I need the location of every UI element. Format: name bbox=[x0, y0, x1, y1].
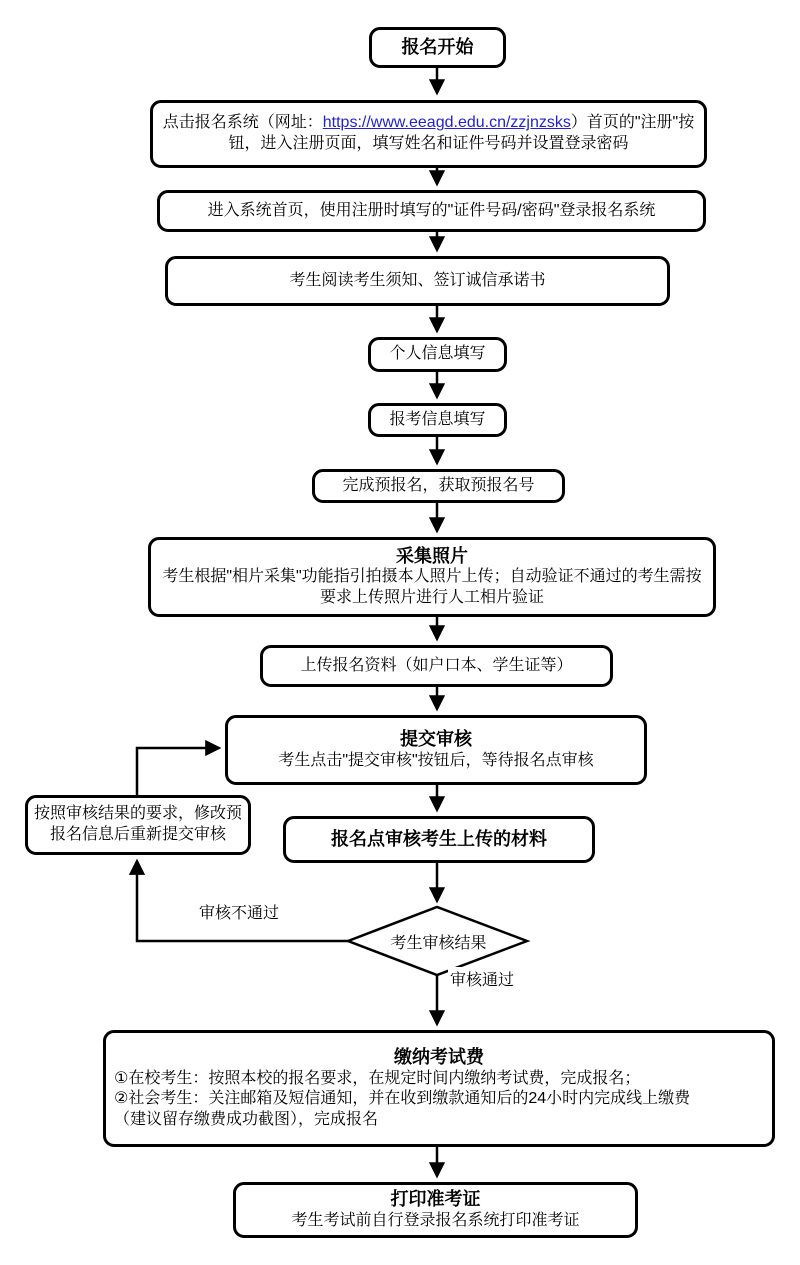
pay-fee-line3: （建议留存缴费成功截图），完成报名 bbox=[114, 1111, 379, 1129]
apply-info-text: 报考信息填写 bbox=[389, 410, 486, 428]
node-personal-info bbox=[368, 337, 507, 372]
login-text: 进入系统首页，使用注册时填写的"证件号码/密码"登录报名系统 bbox=[207, 201, 656, 219]
print-ticket-text: 考生考试前自行登录报名系统打印准考证 bbox=[291, 1211, 580, 1229]
register-text bbox=[159, 113, 698, 155]
upload-materials-text: 上传报名资料（如户口本、学生证等） bbox=[300, 656, 573, 674]
node-pay-fee bbox=[103, 1030, 775, 1147]
modify-resubmit-text: 按照审核结果的要求，修改预报名信息后重新提交审核 bbox=[34, 805, 243, 843]
pre-register-text: 完成预报名，获取预报名号 bbox=[342, 476, 535, 494]
node-upload-materials bbox=[260, 645, 613, 687]
start-label: 报名开始 bbox=[401, 37, 474, 58]
edge-label-review-fail: 审核不通过 bbox=[197, 900, 281, 923]
submit-review-text: 考生点击"提交审核"按钮后，等待报名点审核 bbox=[278, 751, 594, 769]
register-text-after: ）首页的"注册"按钮，进入注册页面，填写姓名和证件号码并设置登录密码 bbox=[228, 114, 695, 152]
node-apply-info bbox=[368, 403, 507, 437]
node-read-notice bbox=[165, 256, 670, 306]
register-text-before: 点击报名系统（网址： bbox=[162, 114, 323, 132]
node-pre-register bbox=[312, 469, 565, 503]
pay-fee-line1: ①在校考生：按照本校的报名要求，在规定时间内缴纳考试费，完成报名； bbox=[114, 1069, 641, 1087]
node-modify-resubmit bbox=[25, 795, 251, 855]
pay-fee-title: 缴纳考试费 bbox=[394, 1047, 484, 1068]
site-review-title: 报名点审核考生上传的材料 bbox=[331, 829, 547, 850]
node-photo-collect bbox=[148, 537, 716, 617]
submit-review-title: 提交审核 bbox=[400, 729, 472, 750]
pay-fee-line2: ②社会考生：关注邮箱及短信通知，并在收到缴款通知后的24小时内完成线上缴费 bbox=[114, 1090, 691, 1108]
photo-collect-text: 考生根据"相片采集"功能指引拍摄本人照片上传；自动验证不通过的考生需按要求上传照片进行人工相片验证 bbox=[162, 568, 702, 607]
photo-collect-title: 采集照片 bbox=[396, 545, 468, 566]
node-start bbox=[369, 27, 506, 68]
node-site-review bbox=[283, 816, 595, 863]
node-print-ticket bbox=[233, 1182, 638, 1238]
edge-label-review-pass: 审核通过 bbox=[448, 967, 516, 990]
node-login bbox=[157, 190, 706, 232]
read-notice-text: 考生阅读考生须知、签订诚信承诺书 bbox=[289, 271, 546, 289]
node-register bbox=[150, 100, 707, 168]
decision-label: 考生审核结果 bbox=[390, 934, 487, 952]
print-ticket-title: 打印准考证 bbox=[390, 1189, 481, 1210]
node-submit-review bbox=[225, 715, 647, 785]
arrow-modify-to-submit bbox=[137, 748, 219, 795]
registration-system-link[interactable]: https://www.eeagd.edu.cn/zzjnzsks bbox=[322, 114, 571, 132]
personal-info-text: 个人信息填写 bbox=[389, 345, 486, 363]
